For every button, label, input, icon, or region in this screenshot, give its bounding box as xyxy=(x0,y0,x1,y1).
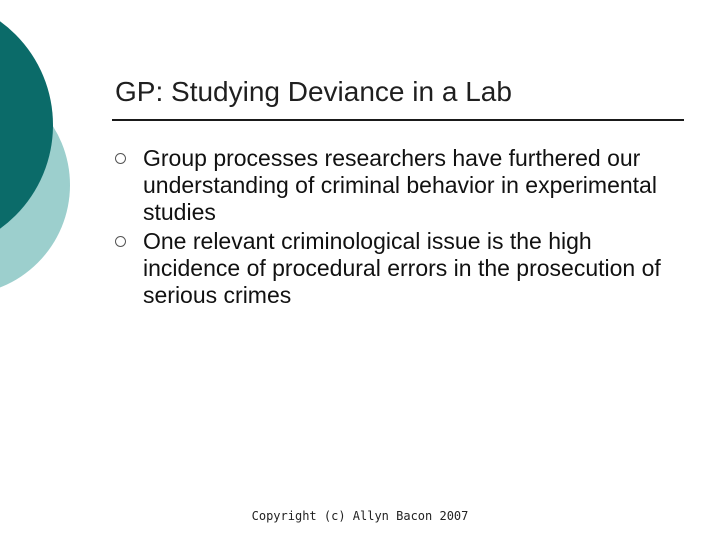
slide-title: GP: Studying Deviance in a Lab xyxy=(115,76,512,107)
bullet-text: Group processes researchers have furthered our understanding of criminal behavior in experimental studies xyxy=(143,145,657,225)
bullet-item xyxy=(115,145,685,226)
hollow-circle-bullet-icon xyxy=(115,236,126,247)
bullet-text: One relevant criminological issue is the high incidence of procedural errors in the prosecution of serious crimes xyxy=(143,228,661,308)
decorative-circles xyxy=(0,0,120,300)
bullet-list xyxy=(115,145,685,311)
hollow-circle-bullet-icon xyxy=(115,153,126,164)
title-underline xyxy=(112,119,684,121)
bullet-item xyxy=(115,228,685,309)
copyright-footer: Copyright (c) Allyn Bacon 2007 xyxy=(251,509,469,523)
